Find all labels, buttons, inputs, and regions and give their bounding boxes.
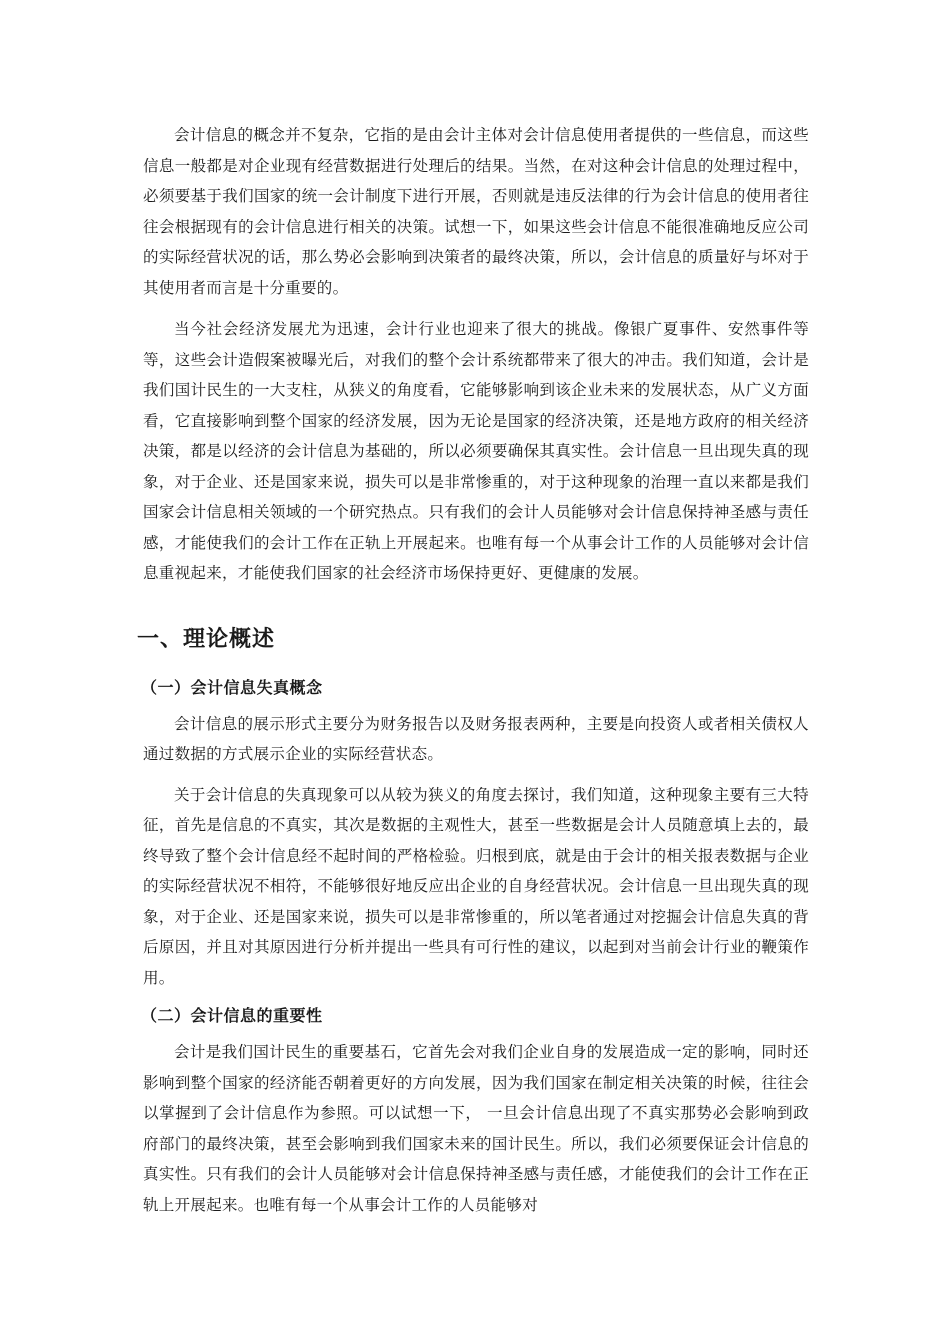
- section-heading-theory-overview: 一、理论概述: [137, 626, 276, 652]
- subsection-heading-importance: （二）会计信息的重要性: [141, 1006, 323, 1025]
- document-page: [137, 120, 809, 1220]
- importance-paragraph-1: 会计是我们国计民生的重要基石，它首先会对我们企业自身的发展造成一定的影响，同时还影响到整个国家的经济能否朝着更好的方向发展，因为我们国家在制定相关决策的时候，往往会以掌握到了会计信息作为参照。可以试想一下， 一旦会计信息出现了不真实那势必会影响到政府部门的最终决策，甚至会影响到我们国家未来的国计民生。所以，我们必须要保证会计信息的真实性。只有我们的会计人员能够对会计信息保持神圣感与责任感，才能使我们的会计工作在正轨上开展起来。也唯有每一个从事会计工作的人员能够对: [143, 1043, 809, 1214]
- subsection-heading-distortion-concept: （一）会计信息失真概念: [141, 677, 323, 697]
- intro-paragraph-2: 当今社会经济发展尤为迅速，会计行业也迎来了很大的挑战。像银广夏事件、安然事件等等，这些会计造假案被曝光后，对我们的整个会计系统都带来了很大的冲击。我们知道，会计是我们国计民生的一大支柱，从狭义的角度看，它能够影响到该企业未来的发展状态，从广义方面看，它直接影响到整个国家的经济发展，因为无论是国家的经济决策，还是地方政府的相关经济决策，都是以经济的会计信息为基础的，所以必须要确保其真实性。会计信息一旦出现失真的现象，对于企业、还是国家来说，损失可以是非常惨重的，对于这种现象的治理一直以来都是我们国家会计信息相关领域的一个研究热点。只有我们的会计人员能够对会计信息保持神圣感与责任感，才能使我们的会计工作在正轨上开展起来。也唯有每一个从事会计工作的人员能够对会计信息重视起来，才能使我们国家的社会经济市场保持更好、更健康的发展。: [143, 320, 809, 582]
- intro-paragraph-1: 会计信息的概念并不复杂，它指的是由会计主体对会计信息使用者提供的一些信息，而这些信息一般都是对企业现有经营数据进行处理后的结果。当然，在对这种会计信息的处理过程中，必须要基于我们国家的统一会计制度下进行开展，否则就是违反法律的行为会计信息的使用者往往会根据现有的会计信息进行相关的决策。试想一下，如果这些会计信息不能很准确地反应公司的实际经营状况的话，那么势必会影响到决策者的最终决策，所以，会计信息的质量好与坏对于其使用者而言是十分重要的。: [143, 126, 809, 297]
- distortion-paragraph-2: 关于会计信息的失真现象可以从较为狭义的角度去探讨，我们知道，这种现象主要有三大特征，首先是信息的不真实，其次是数据的主观性大，甚至一些数据是会计人员随意填上去的，最终导致了整个会计信息经不起时间的严格检验。归根到底，就是由于会计的相关报表数据与企业的实际经营状况不相符，不能够很好地反应出企业的自身经营状况。会计信息一旦出现失真的现象，对于企业、还是国家来说，损失可以是非常惨重的，所以笔者通过对挖掘会计信息失真的背后原因，并且对其原因进行分析并提出一些具有可行性的建议，以起到对当前会计行业的鞭策作用。: [143, 785, 809, 987]
- distortion-paragraph-1: 会计信息的展示形式主要分为财务报告以及财务报表两种，主要是向投资人或者相关债权人通过数据的方式展示企业的实际经营状态。: [143, 714, 809, 763]
